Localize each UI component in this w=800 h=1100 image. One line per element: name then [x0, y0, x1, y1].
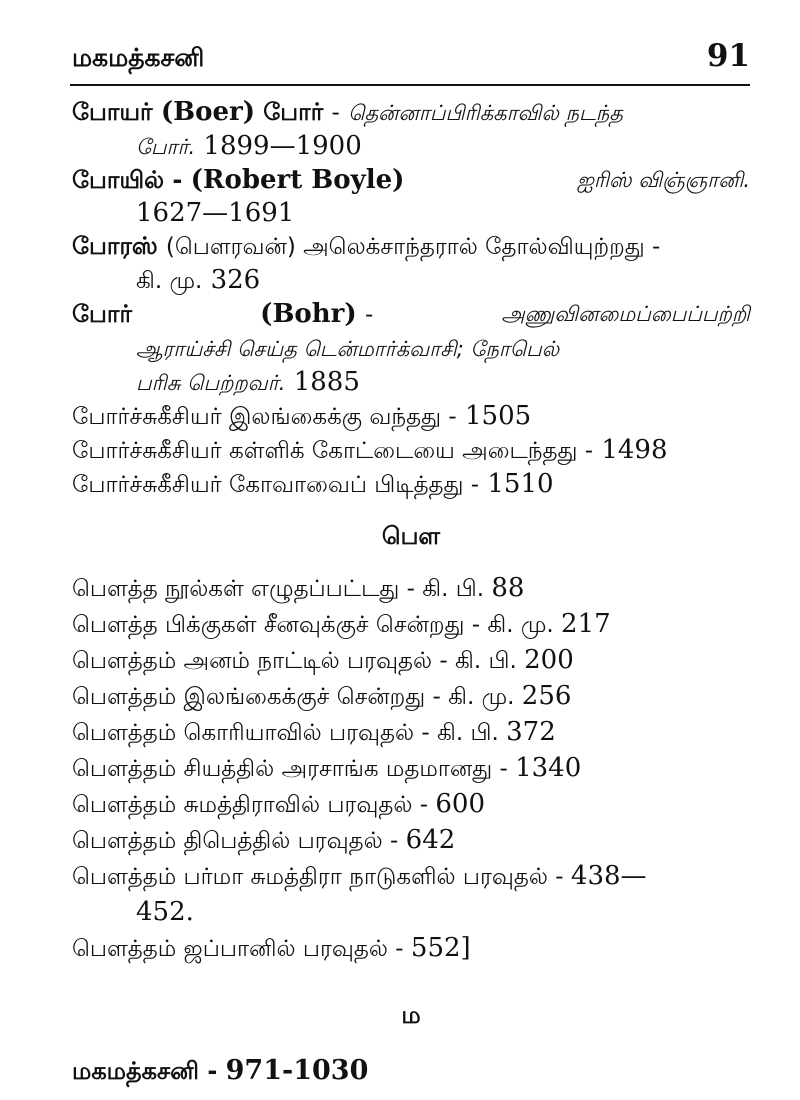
entry-text: பௌத்தம் பர்மா சுமத்திரா நாடுகளில் பரவுதல் -: [72, 864, 564, 890]
entry-date: 642: [405, 825, 456, 855]
list-item: [72, 643, 750, 679]
page-header: [72, 38, 750, 78]
entry-text: (பௌரவன்) அலெக்சாந்தரால் தோல்வியுற்றது -: [165, 234, 661, 260]
entry-date: 600: [435, 789, 486, 819]
list-item: [72, 607, 750, 643]
entry-date: 1505: [464, 401, 532, 431]
entry-era: கி. மு.: [136, 268, 203, 294]
entry-text: போர்ச்சுகீசியர் கோவாவைப் பிடித்தது -: [72, 472, 480, 498]
entry-date: 372: [506, 717, 556, 747]
entry-latin: (Boer): [160, 97, 255, 127]
entry-latin: (Robert Boyle): [190, 165, 405, 195]
entry-date: 88: [491, 573, 525, 603]
entry-text: பௌத்த பிக்குகள் சீனவுக்குச் சென்றது - கி. மு.: [72, 612, 554, 638]
list-item-continuation: [72, 895, 750, 931]
list-item: [72, 931, 750, 967]
entry-text: போர்ச்சுகீசியர் கள்ளிக் கோட்டையை அடைந்தது -: [72, 438, 594, 464]
entry-date-cont: 452.: [136, 897, 194, 927]
entry-date: 217: [561, 609, 611, 639]
section-heading-ma: ம: [401, 1001, 421, 1029]
entry-portuguese-calicut: [72, 434, 750, 468]
entry-date: 438—: [570, 861, 647, 891]
entry-desc: ஐரிஸ் விஞ்ஞானி.: [577, 168, 750, 192]
list-item: [72, 787, 750, 823]
entry-text: பௌத்தம் இலங்கைக்குச் சென்றது - கி. மு.: [72, 684, 515, 710]
entry-portuguese-ceylon: [72, 400, 750, 434]
entry-text: பௌத்த நூல்கள் எழுதப்பட்டது - கி. பி.: [72, 576, 485, 602]
entry-date: 971-1030: [225, 1055, 369, 1086]
list-item: [72, 823, 750, 859]
entry-latin: (Bohr): [260, 299, 357, 329]
entry-date: 1498: [601, 435, 668, 465]
entry-text: பௌத்தம் ஜப்பானில் பரவுதல் -: [72, 936, 404, 962]
entry-sep: -: [364, 302, 374, 328]
entry-boyle: [72, 164, 750, 230]
entry-text: பௌத்தம் கொரியாவில் பரவுதல் - கி. பி.: [72, 720, 499, 746]
entry-text: பௌத்தம் அனம் நாட்டில் பரவுதல் - கி. பி.: [72, 648, 517, 674]
page-number: 91: [706, 38, 750, 74]
list-item: [72, 715, 750, 751]
entry-date: 1627—1691: [136, 198, 295, 228]
list-item: [72, 859, 750, 895]
entry-date: 1885: [293, 367, 360, 397]
entry-date: 256: [521, 681, 572, 711]
entry-desc-cont-2: பரிசு பெற்றவர்.: [136, 371, 286, 395]
entry-term: போயில் -: [72, 166, 183, 194]
header-rule: [70, 84, 750, 86]
entry-desc: அணுவினமைப்பைப்பற்றி: [501, 302, 750, 326]
entry-term: போர்: [72, 300, 132, 328]
entry-date: 1340: [515, 753, 582, 783]
entry-sep: -: [331, 100, 340, 126]
running-head: மகமத்கசனி: [72, 43, 205, 72]
entry-text: மகமத்கசனி -: [72, 1057, 218, 1085]
entry-porus: [72, 230, 750, 298]
entry-mahmud-ghazni: [72, 1054, 750, 1088]
entry-desc-cont: போர்.: [136, 135, 196, 159]
section-heading-pau: பௌ: [381, 522, 441, 550]
entry-date: 326: [210, 265, 261, 295]
entry-desc: தென்னாப்பிரிக்காவில் நடந்த: [348, 101, 623, 125]
entry-boer-war: [72, 96, 750, 164]
entry-text: பௌத்தம் சியத்தில் அரசாங்க மதமானது -: [72, 756, 508, 782]
list-item: [72, 751, 750, 787]
list-item: [72, 679, 750, 715]
entry-date: 1899—1900: [203, 131, 362, 161]
entry-date: 1510: [487, 469, 554, 499]
entry-date: 552]: [410, 933, 471, 963]
entry-text: பௌத்தம் திபெத்தில் பரவுதல் -: [72, 828, 399, 854]
entry-desc-cont: ஆராய்ச்சி செய்த டென்மார்க்வாசி; நோபெல்: [136, 337, 560, 361]
entry-text: பௌத்தம் சுமத்திராவில் பரவுதல் -: [72, 792, 429, 818]
entry-portuguese-goa: [72, 468, 750, 502]
entry-term-2: போர்: [263, 98, 324, 126]
entry-term: போரஸ்: [72, 232, 158, 260]
entry-term: போயர்: [72, 98, 153, 126]
entry-date: 200: [524, 645, 574, 675]
entry-bohr: [72, 298, 750, 400]
entry-text: போர்ச்சுகீசியர் இலங்கைக்கு வந்தது -: [72, 404, 457, 430]
list-item: [72, 571, 750, 607]
